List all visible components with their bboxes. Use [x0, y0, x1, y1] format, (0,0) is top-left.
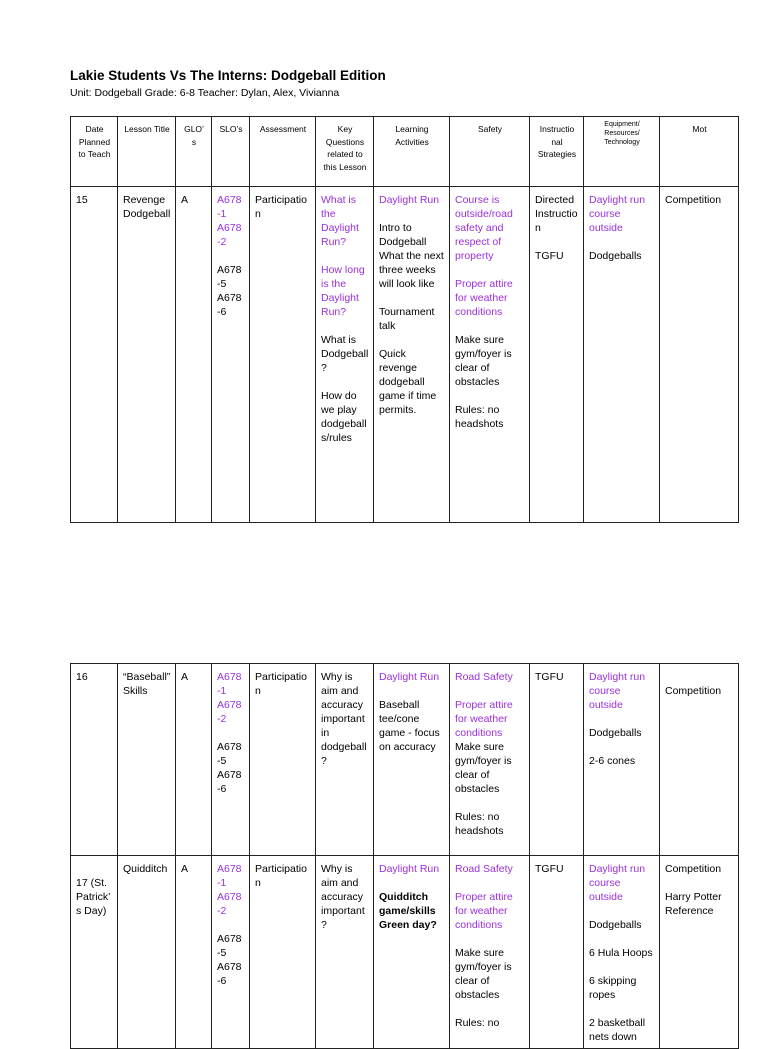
- safety-note: Rules: no headshots: [455, 811, 504, 837]
- cell-assessment: Participation: [250, 856, 316, 1049]
- cell-lesson-title: “Baseball” Skills: [118, 664, 176, 856]
- question: Why is aim and accuracy important in dodgeball ?: [321, 671, 367, 767]
- cell-instructional-strategies: [530, 664, 584, 856]
- equipment-item: Daylight run course outside: [589, 194, 646, 234]
- slo-item: A678-1: [217, 671, 242, 697]
- header-row: [71, 117, 739, 187]
- cell-learning-activities: [374, 664, 450, 856]
- slo-item: A678-2: [217, 699, 242, 725]
- strategy: Directed Instructio n: [535, 194, 578, 234]
- cell-key-questions: [316, 664, 374, 856]
- header-key-questions: Key Questions related to this Lesson: [316, 117, 374, 187]
- cell-assessment: Participation: [250, 664, 316, 856]
- cell-slos: [212, 856, 250, 1049]
- cell-learning-activities: [374, 856, 450, 1049]
- activity: Tournament talk: [379, 306, 435, 332]
- question: How do we play dodgeball s/rules: [321, 390, 367, 444]
- header-date: Date Planned to Teach: [71, 117, 118, 187]
- cell-slos: [212, 664, 250, 856]
- cell-key-questions: [316, 856, 374, 1049]
- safety-note: Proper attire for weather conditions: [455, 891, 513, 931]
- cell-glo: A: [176, 664, 212, 856]
- cell-mot: [660, 856, 739, 1049]
- safety-note: Course is outside/road safety and respect of property: [455, 194, 513, 262]
- cell-glo: A: [176, 187, 212, 523]
- mot-item: Harry Potter Reference: [665, 891, 722, 917]
- safety-note: Make sure gym/foyer is clear of obstacles: [455, 947, 512, 1001]
- document-title: Lakie Students Vs The Interns: Dodgeball Edition: [70, 68, 386, 83]
- cell-safety: [450, 187, 530, 523]
- header-slos: SLO’s: [212, 117, 250, 187]
- activity: Daylight Run: [379, 863, 440, 875]
- equipment-item: Dodgeballs: [589, 919, 642, 931]
- strategy: TGFU: [535, 671, 564, 683]
- equipment-item: Daylight run course outside: [589, 863, 646, 903]
- cell-glo: A: [176, 856, 212, 1049]
- cell-safety: [450, 856, 530, 1049]
- header-equipment: Equipment/ Resources/ Technology: [584, 117, 660, 187]
- question: What is the Daylight Run?: [321, 194, 359, 248]
- cell-equipment: [584, 856, 660, 1049]
- question: Why is aim and accuracy important ?: [321, 863, 365, 931]
- lesson-plan-table-2: [70, 663, 739, 1049]
- cell-date: 17 (St. Patrick’ s Day): [71, 856, 118, 1049]
- table-row: [71, 187, 739, 523]
- header-assessment: Assessment: [250, 117, 316, 187]
- safety-note: Road Safety: [455, 863, 513, 875]
- equipment-item: Dodgeballs: [589, 250, 642, 262]
- unit-info: Unit: Dodgeball Grade: 6-8 Teacher: Dylan, Alex, Vivianna: [70, 87, 340, 99]
- slo-item: A678-6: [217, 961, 242, 987]
- activity: Daylight Run: [379, 194, 440, 206]
- activity: Quidditch game/skills Green day?: [379, 891, 437, 931]
- mot-item: Competition: [665, 863, 722, 875]
- safety-note: Road Safety: [455, 671, 513, 683]
- safety-note: Make sure gym/foyer is clear of obstacles: [455, 334, 512, 388]
- cell-instructional-strategies: [530, 856, 584, 1049]
- cell-key-questions: [316, 187, 374, 523]
- header-mot: Mot: [660, 117, 739, 187]
- cell-mot: Competition: [660, 187, 739, 523]
- slo-item: A678-5: [217, 264, 242, 290]
- header-glos: GLO’ s: [176, 117, 212, 187]
- question: How long is the Daylight Run?: [321, 264, 365, 318]
- cell-date: 16: [71, 664, 118, 856]
- slo-item: A678-5: [217, 741, 242, 767]
- cell-instructional-strategies: [530, 187, 584, 523]
- cell-slos: [212, 187, 250, 523]
- header-safety: Safety: [450, 117, 530, 187]
- equipment-item: 2-6 cones: [589, 755, 636, 767]
- activity: Intro to Dodgeball What the next three weeks will look like: [379, 222, 444, 290]
- equipment-item: 6 Hula Hoops: [589, 947, 653, 959]
- equipment-item: 2 basketball nets down: [589, 1017, 646, 1043]
- activity: Daylight Run: [379, 671, 440, 683]
- header-instructional-strategies: Instructio nal Strategies: [530, 117, 584, 187]
- slo-item: A678-6: [217, 769, 242, 795]
- cell-equipment: [584, 187, 660, 523]
- cell-assessment: Participation: [250, 187, 316, 523]
- header-lesson-title: Lesson Title: [118, 117, 176, 187]
- cell-learning-activities: [374, 187, 450, 523]
- slo-item: A678-2: [217, 891, 242, 917]
- strategy: TGFU: [535, 250, 564, 262]
- slo-item: A678-5: [217, 933, 242, 959]
- table-row: [71, 856, 739, 1049]
- header-learning-activities: Learning Activities: [374, 117, 450, 187]
- table-row: [71, 664, 739, 856]
- activity: Baseball tee/cone game - focus on accuracy: [379, 699, 440, 753]
- cell-date: 15: [71, 187, 118, 523]
- cell-lesson-title: Revenge Dodgeball: [118, 187, 176, 523]
- activity: Quick revenge dodgeball game if time permits.: [379, 348, 437, 416]
- lesson-plan-table-1: [70, 116, 739, 523]
- strategy: TGFU: [535, 863, 564, 875]
- slo-item: A678-1: [217, 194, 242, 220]
- equipment-item: 6 skipping ropes: [589, 975, 637, 1001]
- cell-equipment: [584, 664, 660, 856]
- slo-item: A678-6: [217, 292, 242, 318]
- safety-note: Proper attire for weather conditions: [455, 699, 513, 739]
- cell-lesson-title: Quidditch: [118, 856, 176, 1049]
- slo-item: A678-2: [217, 222, 242, 248]
- equipment-item: Daylight run course outside: [589, 671, 646, 711]
- safety-note: Proper attire for weather conditions: [455, 278, 513, 318]
- safety-note: Rules: no headshots: [455, 404, 504, 430]
- safety-note: Rules: no: [455, 1017, 500, 1029]
- safety-note: Make sure gym/foyer is clear of obstacles: [455, 741, 512, 795]
- cell-safety: [450, 664, 530, 856]
- cell-mot: Competition: [660, 664, 739, 856]
- slo-item: A678-1: [217, 863, 242, 889]
- equipment-item: Dodgeballs: [589, 727, 642, 739]
- question: What is Dodgeball?: [321, 334, 369, 374]
